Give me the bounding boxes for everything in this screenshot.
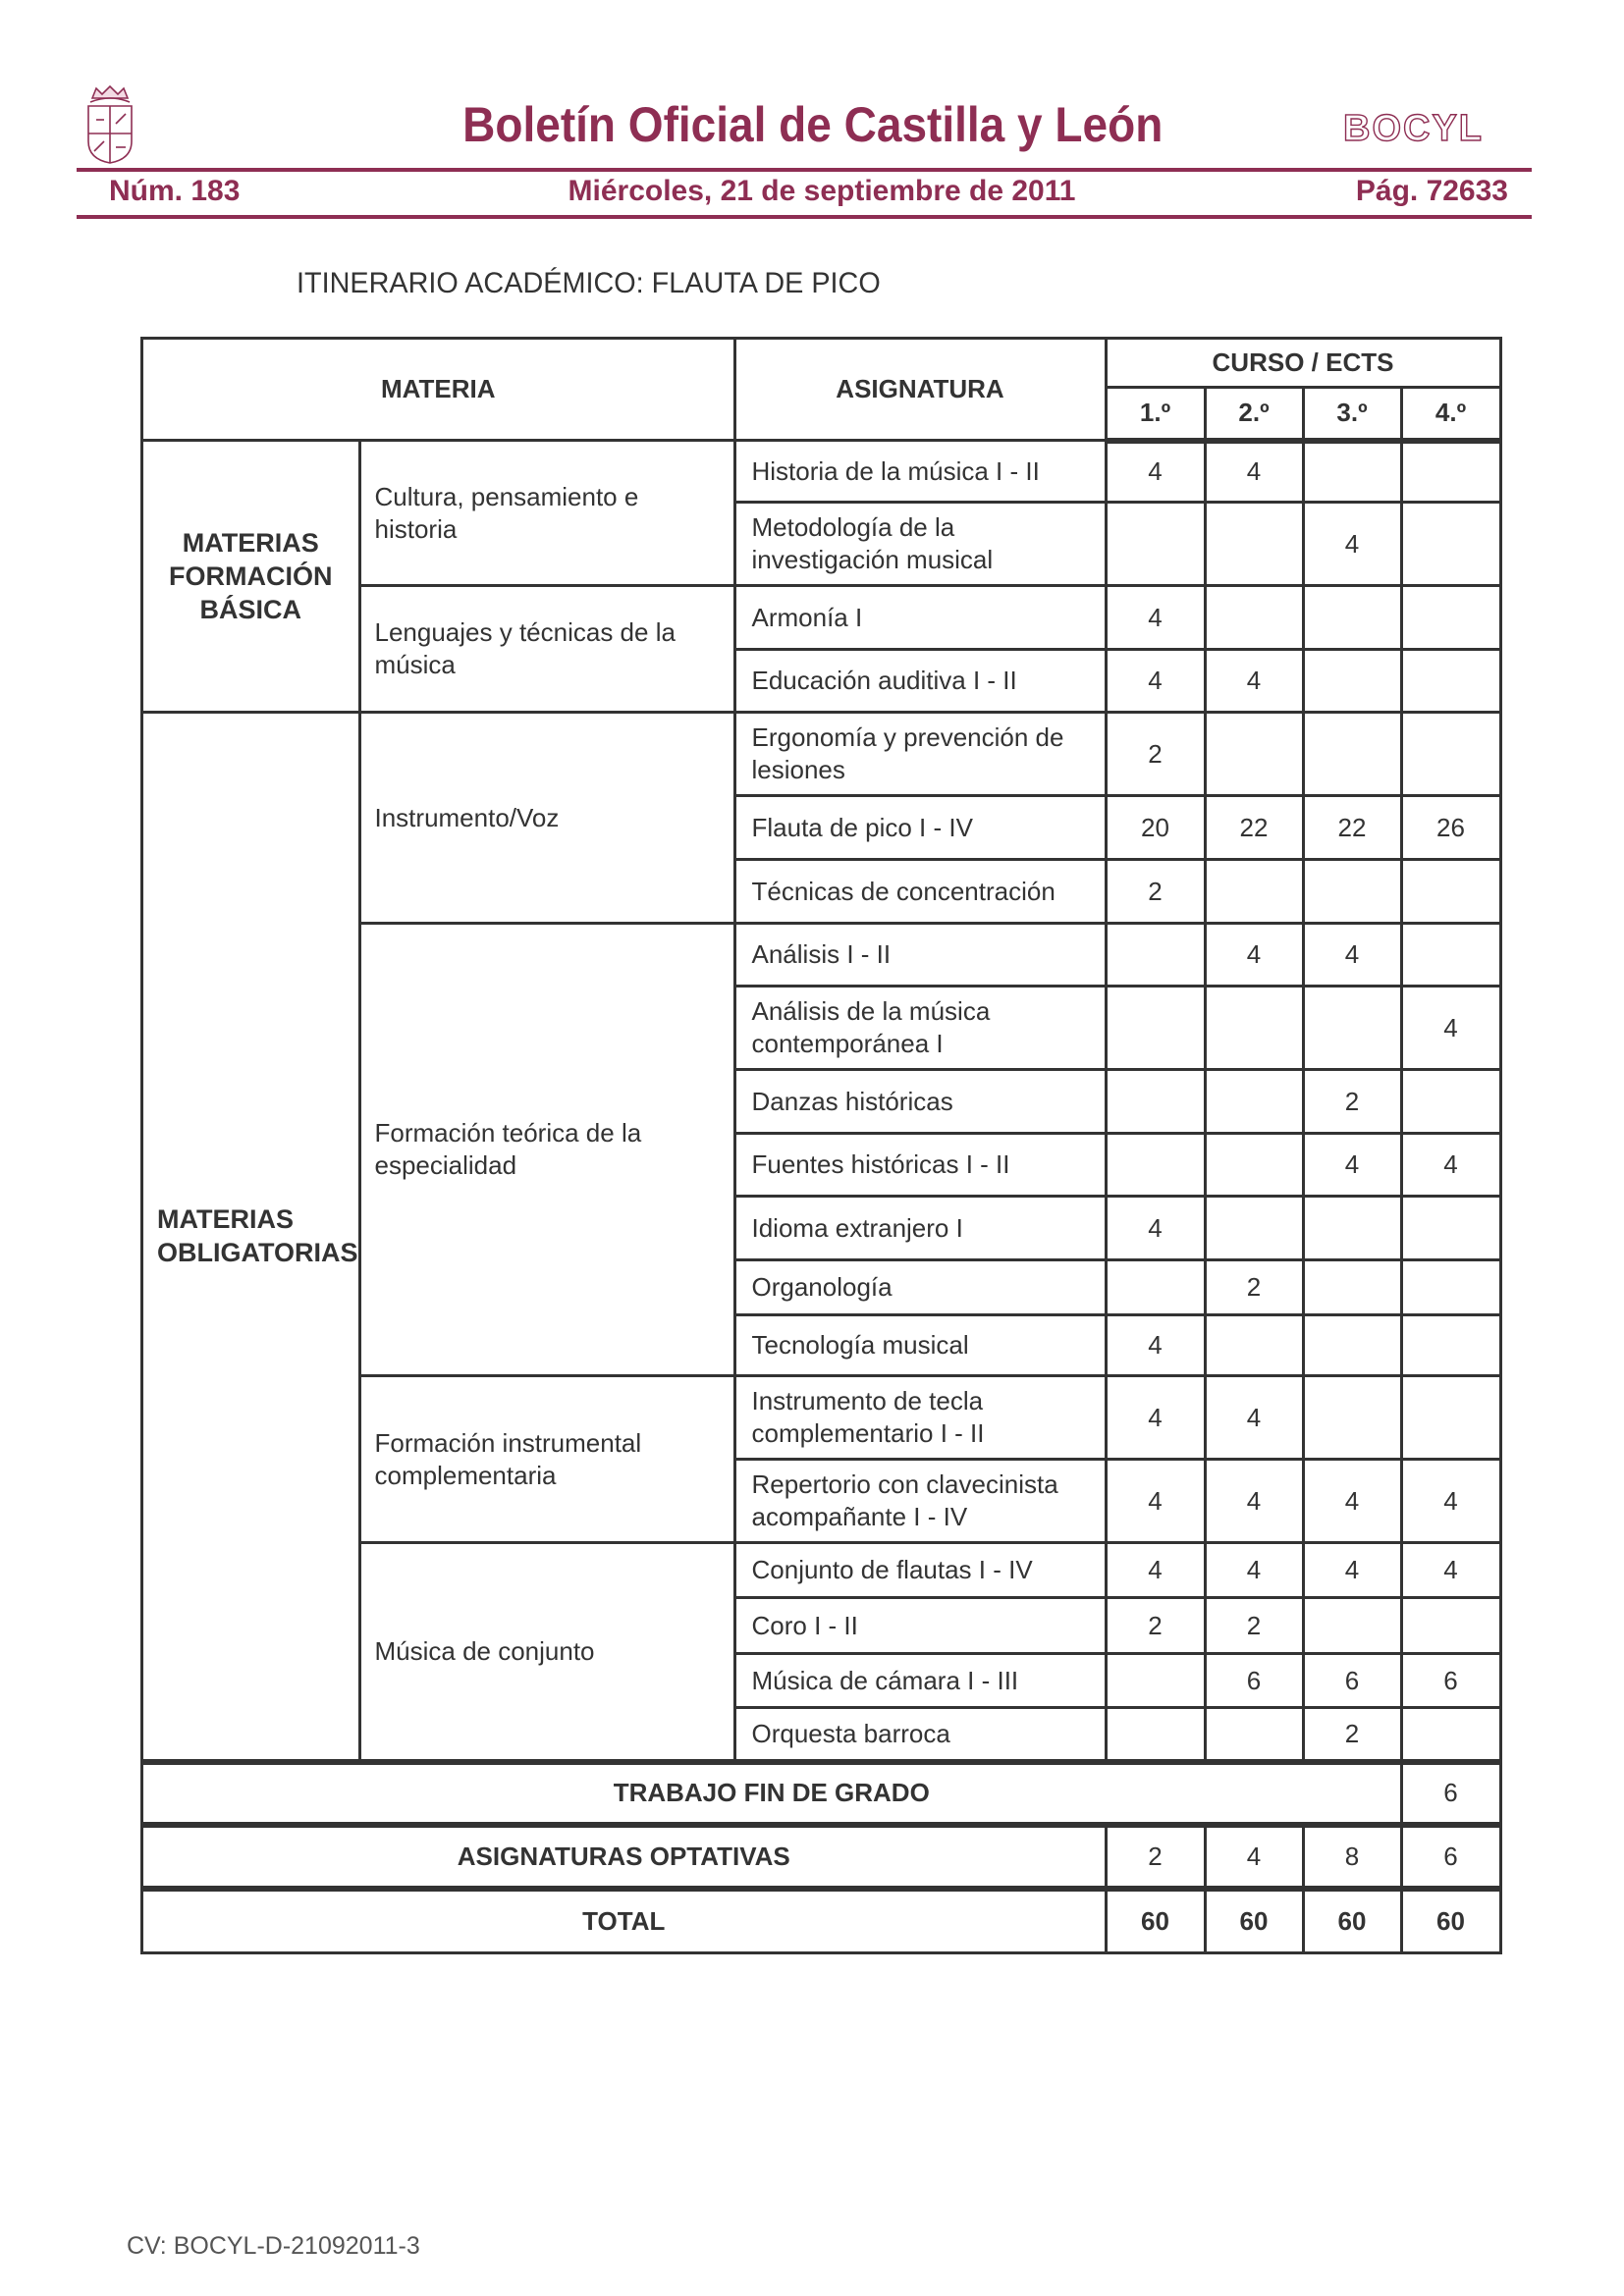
ects-cell: 4: [1205, 924, 1303, 987]
ects-cell: [1106, 1134, 1205, 1197]
ects-cell: 4: [1106, 1543, 1205, 1598]
optativas-row: [142, 1825, 1501, 1889]
materia-cell: Instrumento/Voz: [359, 713, 734, 924]
total-row: [142, 1889, 1501, 1953]
ects-cell: 22: [1303, 796, 1401, 860]
ects-cell: 2: [1303, 1708, 1401, 1762]
ects-cell: [1205, 1070, 1303, 1134]
bocyl-wordmark: BOCYL: [1343, 108, 1484, 149]
header-year-1: 1.º: [1106, 388, 1205, 441]
ects-cell: 4: [1106, 441, 1205, 503]
section-title: ITINERARIO ACADÉMICO: FLAUTA DE PICO: [297, 267, 881, 299]
ects-cell: 2: [1303, 1070, 1401, 1134]
ects-cell: [1106, 1654, 1205, 1708]
asignatura-cell: Instrumento de tecla complementario I - II: [734, 1376, 1106, 1460]
asignatura-cell: Flauta de pico I - IV: [734, 796, 1106, 860]
ects-cell: 6: [1401, 1825, 1500, 1889]
header-year-2: 2.º: [1205, 388, 1303, 441]
ects-cell: [1401, 1260, 1500, 1315]
header-rule-bottom: [77, 215, 1532, 219]
ects-cell: [1106, 1260, 1205, 1315]
ects-cell: 4: [1303, 1543, 1401, 1598]
ects-cell: 4: [1303, 1460, 1401, 1543]
area-obligatorias: MATERIAS OBLIGATORIAS: [142, 713, 360, 1762]
document-cv-code: CV: BOCYL-D-21092011-3: [127, 2232, 420, 2260]
ects-cell: [1106, 503, 1205, 586]
ects-cell: 2: [1205, 1260, 1303, 1315]
total-cell: 60: [1401, 1889, 1500, 1953]
header-year-4: 4.º: [1401, 388, 1500, 441]
gazette-title: Boletín Oficial de Castilla y León: [462, 97, 1164, 152]
ects-cell: 20: [1106, 796, 1205, 860]
optativas-label: ASIGNATURAS OPTATIVAS: [142, 1825, 1107, 1889]
total-cell: 60: [1303, 1889, 1401, 1953]
ects-cell: [1303, 1376, 1401, 1460]
issue-date: Miércoles, 21 de septiembre de 2011: [568, 175, 1076, 207]
ects-cell: 6: [1401, 1654, 1500, 1708]
ects-cell: [1205, 1134, 1303, 1197]
ects-cell: [1401, 1376, 1500, 1460]
ects-cell: 4: [1303, 503, 1401, 586]
ects-cell: 8: [1303, 1825, 1401, 1889]
asignatura-cell: Análisis de la música contemporánea I: [734, 987, 1106, 1070]
ects-cell: 4: [1401, 1134, 1500, 1197]
ects-cell: [1106, 1708, 1205, 1762]
ects-cell: [1401, 650, 1500, 713]
total-label: TOTAL: [142, 1889, 1107, 1953]
ects-cell: [1401, 1315, 1500, 1376]
ects-cell: [1106, 924, 1205, 987]
issue-meta-row: [0, 175, 1624, 214]
ects-cell: 2: [1106, 860, 1205, 924]
ects-cell: 4: [1205, 1543, 1303, 1598]
materia-cell: Lenguajes y técnicas de la música: [359, 586, 734, 713]
ects-cell: [1401, 1598, 1500, 1654]
ects-cell: 4: [1106, 650, 1205, 713]
materia-cell: Formación instrumental complementaria: [359, 1376, 734, 1543]
asignatura-cell: Técnicas de concentración: [734, 860, 1106, 924]
asignatura-cell: Historia de la música I - II: [734, 441, 1106, 503]
ects-cell: [1401, 860, 1500, 924]
page-number: Pág. 72633: [1355, 175, 1508, 207]
asignatura-cell: Educación auditiva I - II: [734, 650, 1106, 713]
ects-cell: 4: [1106, 1376, 1205, 1460]
ects-cell: 2: [1205, 1598, 1303, 1654]
ects-cell: [1401, 503, 1500, 586]
ects-cell: 4: [1401, 1543, 1500, 1598]
ects-cell: 6: [1401, 1762, 1500, 1825]
total-cell: 60: [1106, 1889, 1205, 1953]
ects-cell: 6: [1205, 1654, 1303, 1708]
asignatura-cell: Música de cámara I - III: [734, 1654, 1106, 1708]
ects-cell: [1205, 713, 1303, 796]
ects-cell: [1401, 441, 1500, 503]
asignatura-cell: Metodología de la investigación musical: [734, 503, 1106, 586]
header-year-3: 3.º: [1303, 388, 1401, 441]
ects-cell: [1303, 650, 1401, 713]
ects-cell: [1303, 1315, 1401, 1376]
curriculum-table: [140, 337, 1502, 1954]
asignatura-cell: Danzas históricas: [734, 1070, 1106, 1134]
ects-cell: 4: [1401, 1460, 1500, 1543]
ects-cell: [1401, 924, 1500, 987]
asignatura-cell: Organología: [734, 1260, 1106, 1315]
ects-cell: 4: [1303, 1134, 1401, 1197]
asignatura-cell: Conjunto de flautas I - IV: [734, 1543, 1106, 1598]
ects-cell: 4: [1303, 924, 1401, 987]
ects-cell: [1303, 713, 1401, 796]
ects-cell: [1401, 713, 1500, 796]
ects-cell: [1205, 1197, 1303, 1260]
ects-cell: [1401, 586, 1500, 650]
ects-cell: 2: [1106, 1598, 1205, 1654]
asignatura-cell: Coro I - II: [734, 1598, 1106, 1654]
ects-cell: 4: [1205, 441, 1303, 503]
table-row: [142, 441, 1501, 503]
ects-cell: [1205, 503, 1303, 586]
asignatura-cell: Fuentes históricas I - II: [734, 1134, 1106, 1197]
ects-cell: 22: [1205, 796, 1303, 860]
header-row-1: [142, 339, 1501, 388]
materia-cell: Formación teórica de la especialidad: [359, 924, 734, 1376]
asignatura-cell: Idioma extranjero I: [734, 1197, 1106, 1260]
ects-cell: 4: [1106, 1197, 1205, 1260]
ects-cell: [1205, 860, 1303, 924]
ects-cell: [1401, 1708, 1500, 1762]
ects-cell: [1303, 1260, 1401, 1315]
asignatura-cell: Armonía I: [734, 586, 1106, 650]
ects-cell: [1205, 987, 1303, 1070]
issue-number: Núm. 183: [109, 175, 241, 207]
ects-cell: 4: [1205, 1825, 1303, 1889]
ects-cell: [1401, 1197, 1500, 1260]
ects-cell: [1106, 1070, 1205, 1134]
ects-cell: 4: [1205, 650, 1303, 713]
ects-cell: 4: [1205, 1376, 1303, 1460]
ects-cell: [1303, 441, 1401, 503]
header-rule-top: [77, 168, 1532, 172]
ects-cell: [1401, 1070, 1500, 1134]
trabajo-fin-de-grado-label: TRABAJO FIN DE GRADO: [142, 1762, 1402, 1825]
total-cell: 60: [1205, 1889, 1303, 1953]
table-row: [142, 713, 1501, 796]
ects-cell: 2: [1106, 713, 1205, 796]
asignatura-cell: Tecnología musical: [734, 1315, 1106, 1376]
asignatura-cell: Orquesta barroca: [734, 1708, 1106, 1762]
ects-cell: 4: [1401, 987, 1500, 1070]
ects-cell: 4: [1106, 1315, 1205, 1376]
ects-cell: 26: [1401, 796, 1500, 860]
trabajo-fin-de-grado-row: [142, 1762, 1501, 1825]
ects-cell: [1205, 1708, 1303, 1762]
materia-cell: Música de conjunto: [359, 1543, 734, 1762]
ects-cell: 4: [1106, 586, 1205, 650]
ects-cell: 4: [1106, 1460, 1205, 1543]
ects-cell: [1303, 1197, 1401, 1260]
ects-cell: [1205, 1315, 1303, 1376]
header-asignatura: ASIGNATURA: [734, 339, 1106, 441]
header-curso-ects: CURSO / ECTS: [1106, 339, 1500, 388]
asignatura-cell: Repertorio con clavecinista acompañante I - IV: [734, 1460, 1106, 1543]
ects-cell: [1205, 586, 1303, 650]
ects-cell: 6: [1303, 1654, 1401, 1708]
ects-cell: 2: [1106, 1825, 1205, 1889]
ects-cell: 4: [1205, 1460, 1303, 1543]
area-formacion-basica: MATERIAS FORMACIÓN BÁSICA: [142, 441, 360, 713]
ects-cell: [1303, 586, 1401, 650]
asignatura-cell: Ergonomía y prevención de lesiones: [734, 713, 1106, 796]
ects-cell: [1303, 987, 1401, 1070]
ects-cell: [1303, 1598, 1401, 1654]
asignatura-cell: Análisis I - II: [734, 924, 1106, 987]
ects-cell: [1106, 987, 1205, 1070]
ects-cell: [1303, 860, 1401, 924]
header-materia: MATERIA: [142, 339, 735, 441]
materia-cell: Cultura, pensamiento e historia: [359, 441, 734, 586]
